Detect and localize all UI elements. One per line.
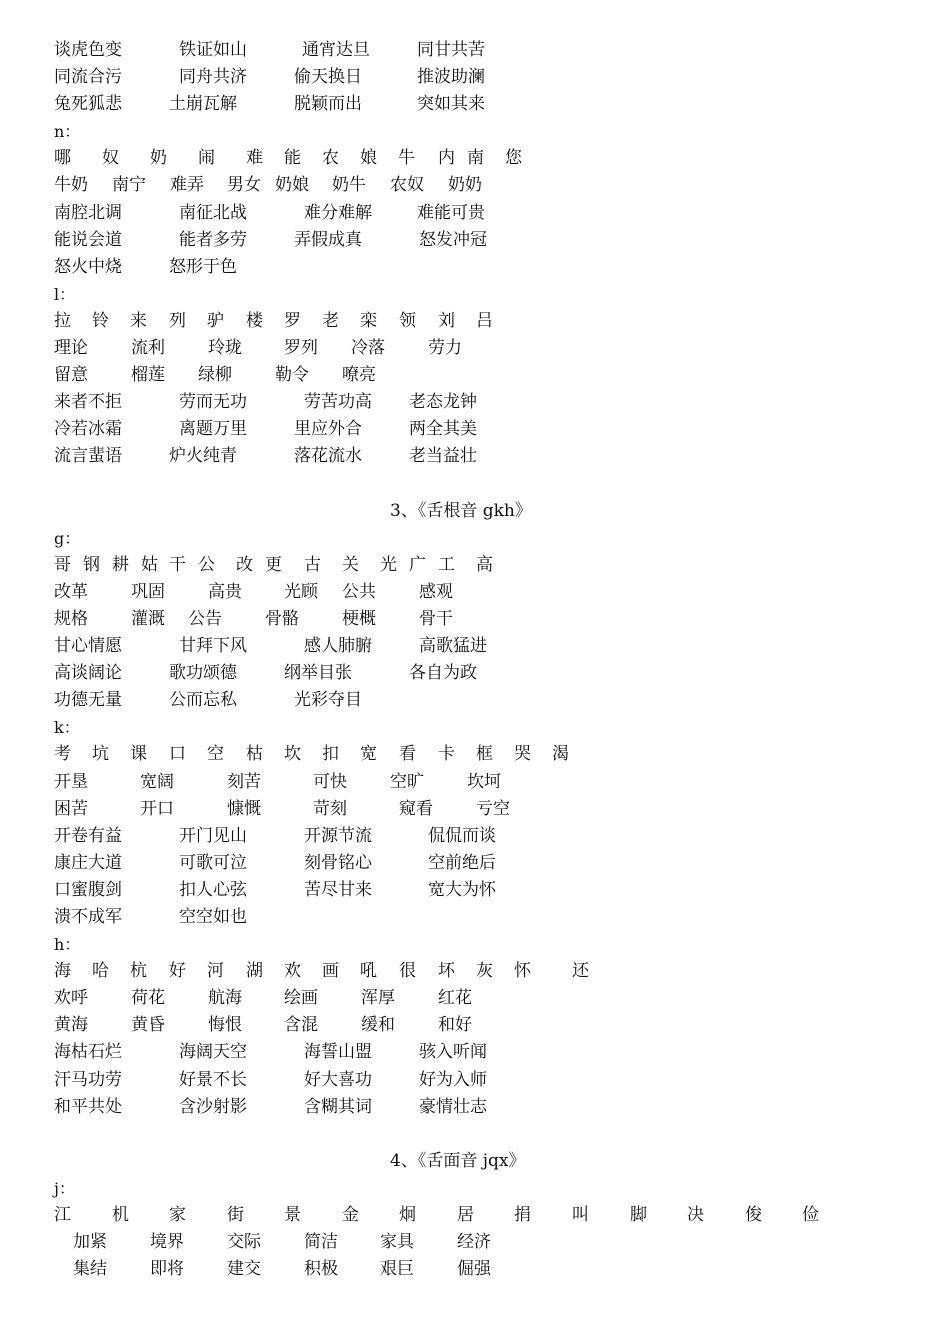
section-heading xyxy=(54,498,934,525)
word-cell: 劳力 xyxy=(428,338,462,359)
text-line xyxy=(54,850,934,877)
word-cell: 骨骼 xyxy=(265,608,299,629)
text-line xyxy=(54,877,934,904)
word-cell: 浑厚 xyxy=(361,988,395,1009)
word-cell: 里应外合 xyxy=(294,419,362,440)
word-cell: 南宁 xyxy=(112,175,146,196)
word-cell: 康庄大道 xyxy=(54,852,122,873)
word-cell: 刻骨铭心 xyxy=(304,852,372,873)
word-cell: 可歌可泣 xyxy=(179,852,247,873)
word-cell: 黄昏 xyxy=(131,1015,165,1036)
word-cell: 偷天换日 xyxy=(294,67,362,88)
word-cell: 高 xyxy=(476,554,493,575)
word-cell: 能者多劳 xyxy=(179,229,247,250)
word-cell: 欢呼 xyxy=(54,988,88,1009)
section-heading-text: 3、《舌根音 gkh》 xyxy=(390,500,532,521)
word-cell: 卡 xyxy=(438,744,455,765)
word-cell: 南征北战 xyxy=(179,202,247,223)
word-cell: 公 xyxy=(198,554,215,575)
word-cell: 扣人心弦 xyxy=(179,879,247,900)
word-cell: 海 xyxy=(54,961,71,982)
word-cell: 课 xyxy=(130,744,147,765)
word-cell: 通宵达旦 xyxy=(302,40,370,60)
word-cell: 光顾 xyxy=(284,581,318,602)
word-cell: 能说会道 xyxy=(54,229,122,250)
word-cell: 考 xyxy=(54,744,71,765)
text-line xyxy=(54,362,934,389)
word-cell: 空旷 xyxy=(390,771,424,792)
word-cell: 内 xyxy=(438,148,455,169)
word-cell: 绘画 xyxy=(284,988,318,1009)
word-cell: 好大喜功 xyxy=(304,1069,372,1090)
word-cell: 含沙射影 xyxy=(179,1096,247,1117)
text-line xyxy=(54,769,934,796)
word-cell: 农 xyxy=(322,148,339,169)
word-cell: 高歌猛进 xyxy=(419,636,487,657)
word-cell: 渴 xyxy=(552,744,569,765)
word-cell: 巩固 xyxy=(131,581,165,602)
section-heading xyxy=(54,1148,934,1175)
word-cell: 灰 xyxy=(476,961,493,982)
word-cell: 铁证如山 xyxy=(179,40,247,60)
word-cell: 开源节流 xyxy=(304,825,372,846)
word-cell: 拉 xyxy=(54,310,71,331)
word-cell: 开门见山 xyxy=(179,825,247,846)
word-cell: 空 xyxy=(207,744,224,765)
blank-line xyxy=(54,471,934,498)
word-cell: 楼 xyxy=(246,310,263,331)
word-cell: 南 xyxy=(467,148,484,169)
word-cell: 劳苦功高 xyxy=(304,392,372,413)
text-line xyxy=(54,606,934,633)
word-cell: 家具 xyxy=(380,1232,414,1253)
word-cell: 刻苦 xyxy=(227,771,261,792)
word-cell: 口 xyxy=(169,744,186,765)
word-cell: 哪 xyxy=(54,148,71,169)
text-line xyxy=(54,958,934,985)
text-line xyxy=(54,64,934,91)
word-cell: 坑 xyxy=(92,744,109,765)
word-cell: 劳而无功 xyxy=(179,392,247,413)
text-line xyxy=(54,172,934,199)
word-cell: 铃 xyxy=(92,310,109,331)
word-cell: 和平共处 xyxy=(54,1096,122,1117)
text-line xyxy=(54,1012,934,1039)
text-line xyxy=(54,660,934,687)
word-cell: 艰巨 xyxy=(380,1259,414,1280)
word-cell: 经济 xyxy=(457,1232,491,1253)
word-cell: 怀 xyxy=(514,961,531,982)
text-line xyxy=(54,1202,934,1229)
word-cell: 坎坷 xyxy=(467,771,501,792)
word-cell: 弄假成真 xyxy=(294,229,362,250)
word-cell: 空空如也 xyxy=(179,907,247,927)
word-cell: 红花 xyxy=(438,988,472,1009)
word-cell: 和好 xyxy=(438,1015,472,1036)
word-cell: 娘 xyxy=(360,148,377,169)
word-cell: 空前绝后 xyxy=(428,852,496,873)
text-line xyxy=(54,633,934,660)
word-cell: 开垦 xyxy=(54,771,88,792)
word-cell: 您 xyxy=(505,148,522,169)
word-cell: 含糊其词 xyxy=(304,1096,372,1117)
word-cell: 榴莲 xyxy=(131,365,165,386)
word-cell: 来者不拒 xyxy=(54,392,122,413)
word-cell: 炯 xyxy=(399,1205,416,1226)
text-line xyxy=(54,552,934,579)
word-cell: 玲珑 xyxy=(208,338,242,359)
word-cell: 高贵 xyxy=(208,581,242,602)
word-cell: 纲举目张 xyxy=(284,663,352,684)
section-heading-text: 4、《舌面音 jqx》 xyxy=(390,1150,526,1171)
word-cell: 豪情壮志 xyxy=(419,1096,487,1117)
word-cell: 闹 xyxy=(198,148,215,169)
word-cell: 突如其来 xyxy=(417,94,485,115)
word-cell: 怒发冲冠 xyxy=(419,229,487,250)
word-cell: 枯 xyxy=(246,744,263,765)
word-cell: 看 xyxy=(399,744,416,765)
document-page xyxy=(54,37,934,1283)
word-cell: 谈虎色变 xyxy=(54,40,122,60)
word-cell: 干 xyxy=(169,554,186,575)
word-cell: 老 xyxy=(322,310,339,331)
word-cell: 同流合污 xyxy=(54,67,122,88)
word-cell: 奶牛 xyxy=(332,175,366,196)
word-cell: 领 xyxy=(399,310,416,331)
word-cell: 奶奶 xyxy=(448,175,482,196)
word-cell: 倔强 xyxy=(457,1259,491,1280)
word-cell: 哥 xyxy=(54,554,71,575)
word-cell: 灌溉 xyxy=(131,608,165,629)
word-cell: 两全其美 xyxy=(409,419,477,440)
word-cell: 框 xyxy=(476,744,493,765)
word-cell: 境界 xyxy=(150,1232,184,1253)
text-line xyxy=(54,37,934,64)
word-cell: 吼 xyxy=(360,961,377,982)
word-cell: 俊 xyxy=(745,1205,762,1226)
word-cell: 荷花 xyxy=(131,988,165,1009)
word-cell: 同甘共苦 xyxy=(417,40,485,60)
word-cell: 高谈阔论 xyxy=(54,663,122,684)
word-cell: 好 xyxy=(169,961,186,982)
word-cell: 奶娘 xyxy=(275,175,309,196)
word-cell: 奶 xyxy=(150,148,167,169)
blank-line xyxy=(54,1121,934,1148)
text-line xyxy=(54,796,934,823)
word-cell: 姑 xyxy=(141,554,158,575)
word-cell: 嘹亮 xyxy=(342,365,376,386)
word-cell: 开卷有益 xyxy=(54,825,122,846)
word-cell: 改 xyxy=(236,554,253,575)
text-line xyxy=(54,904,934,931)
word-cell: 驴 xyxy=(207,310,224,331)
word-cell: 甘拜下风 xyxy=(179,636,247,657)
text-line xyxy=(54,254,934,281)
text-line xyxy=(54,579,934,606)
word-cell: 好景不长 xyxy=(179,1069,247,1090)
word-cell: 牛 xyxy=(398,148,415,169)
text-line xyxy=(54,741,934,768)
word-cell: 脱颖而出 xyxy=(294,94,362,115)
word-cell: 广 xyxy=(409,554,426,575)
section-label: n： xyxy=(54,122,81,142)
word-cell: 困苦 xyxy=(54,798,88,819)
word-cell: 窥看 xyxy=(399,798,433,819)
word-cell: 亏空 xyxy=(476,798,510,819)
word-cell: 捐 xyxy=(514,1205,531,1226)
section-label: h： xyxy=(54,935,81,955)
section-label: k： xyxy=(54,718,80,738)
word-cell: 骇入听闻 xyxy=(419,1042,487,1063)
text-line xyxy=(54,1067,934,1094)
word-cell: 海枯石烂 xyxy=(54,1042,122,1063)
word-cell: 冷若冰霜 xyxy=(54,419,122,440)
word-cell: 难弄 xyxy=(170,175,204,196)
word-cell: 绿柳 xyxy=(198,365,232,386)
text-line xyxy=(54,91,934,118)
word-cell: 推波助澜 xyxy=(417,67,485,88)
word-cell: 工 xyxy=(438,554,455,575)
word-cell: 交际 xyxy=(227,1232,261,1253)
word-cell: 列 xyxy=(169,310,186,331)
text-line xyxy=(54,1039,934,1066)
word-cell: 难 xyxy=(246,148,263,169)
word-cell: 决 xyxy=(687,1205,704,1226)
word-cell: 感观 xyxy=(419,581,453,602)
word-cell: 男女 xyxy=(227,175,261,196)
word-cell: 同舟共济 xyxy=(179,67,247,88)
word-cell: 江 xyxy=(54,1205,71,1226)
word-cell: 规格 xyxy=(54,608,88,629)
word-cell: 加紧 xyxy=(73,1232,107,1253)
word-cell: 理论 xyxy=(54,338,88,359)
word-cell: 欢 xyxy=(284,961,301,982)
word-cell: 汗马功劳 xyxy=(54,1069,122,1090)
word-cell: 杭 xyxy=(130,961,147,982)
word-cell: 苦尽甘来 xyxy=(304,879,372,900)
word-cell: 各自为政 xyxy=(409,663,477,684)
word-cell: 歌功颂德 xyxy=(169,663,237,684)
word-cell: 家 xyxy=(169,1205,186,1226)
word-cell: 落花流水 xyxy=(294,446,362,467)
text-line xyxy=(54,1229,934,1256)
word-cell: 海誓山盟 xyxy=(304,1042,372,1063)
word-cell: 景 xyxy=(284,1205,301,1226)
word-cell: 勒令 xyxy=(275,365,309,386)
word-cell: 航海 xyxy=(208,988,242,1009)
text-line xyxy=(54,200,934,227)
word-cell: 更 xyxy=(265,554,282,575)
word-cell: 难分难解 xyxy=(304,202,372,223)
word-cell: 宽大为怀 xyxy=(428,879,496,900)
word-cell: 怒火中烧 xyxy=(54,256,122,277)
section-label: g： xyxy=(54,528,81,548)
word-cell: 建交 xyxy=(227,1259,261,1280)
word-cell: 可快 xyxy=(313,771,347,792)
word-cell: 关 xyxy=(342,554,359,575)
text-line xyxy=(54,443,934,470)
word-cell: 湖 xyxy=(246,961,263,982)
word-cell: 很 xyxy=(399,961,416,982)
word-cell: 罗 xyxy=(284,310,301,331)
word-cell: 积极 xyxy=(304,1259,338,1280)
word-cell: 哈 xyxy=(92,961,109,982)
word-cell: 居 xyxy=(457,1205,474,1226)
word-cell: 留意 xyxy=(54,365,88,386)
word-cell: 怒形于色 xyxy=(169,256,237,277)
word-cell: 牛奶 xyxy=(54,175,88,196)
word-cell: 功德无量 xyxy=(54,690,122,711)
word-cell: 古 xyxy=(304,554,321,575)
word-cell: 光 xyxy=(380,554,397,575)
word-cell: 宽 xyxy=(360,744,377,765)
word-cell: 奴 xyxy=(102,148,119,169)
word-cell: 甘心情愿 xyxy=(54,636,122,657)
word-cell: 流言蜚语 xyxy=(54,446,122,467)
word-cell: 感人肺腑 xyxy=(304,636,372,657)
word-cell: 农奴 xyxy=(390,175,424,196)
word-cell: 扣 xyxy=(322,744,339,765)
word-cell: 老态龙钟 xyxy=(409,392,477,413)
word-cell: 侃侃而谈 xyxy=(428,825,496,846)
word-cell: 简洁 xyxy=(304,1232,338,1253)
word-cell: 金 xyxy=(342,1205,359,1226)
word-cell: 好为入师 xyxy=(419,1069,487,1090)
word-cell: 脚 xyxy=(630,1205,647,1226)
word-cell: 刘 xyxy=(438,310,455,331)
section-label: j： xyxy=(54,1178,75,1198)
word-cell: 公告 xyxy=(188,608,222,629)
word-cell: 苛刻 xyxy=(313,798,347,819)
word-cell: 含混 xyxy=(284,1015,318,1036)
word-cell: 还 xyxy=(572,961,589,982)
word-cell: 栾 xyxy=(360,310,377,331)
word-cell: 开口 xyxy=(140,798,174,819)
text-line xyxy=(54,687,934,714)
word-cell: 海阔天空 xyxy=(179,1042,247,1063)
word-cell: 缓和 xyxy=(361,1015,395,1036)
word-cell: 土崩瓦解 xyxy=(169,94,237,115)
word-cell: 梗概 xyxy=(342,608,376,629)
text-line xyxy=(54,985,934,1012)
word-cell: 哭 xyxy=(514,744,531,765)
word-cell: 悔恨 xyxy=(208,1015,242,1036)
word-cell: 能 xyxy=(284,148,301,169)
word-cell: 街 xyxy=(227,1205,244,1226)
word-cell: 光彩夺目 xyxy=(294,690,362,711)
word-cell: 溃不成军 xyxy=(54,907,122,927)
word-cell: 冷落 xyxy=(351,338,385,359)
word-cell: 老当益壮 xyxy=(409,446,477,467)
text-line xyxy=(54,1094,934,1121)
text-line xyxy=(54,389,934,416)
word-cell: 骨干 xyxy=(419,608,453,629)
word-cell: 坎 xyxy=(284,744,301,765)
word-cell: 河 xyxy=(207,961,224,982)
word-cell: 慷慨 xyxy=(227,798,261,819)
text-line xyxy=(54,416,934,443)
word-cell: 改革 xyxy=(54,581,88,602)
text-line xyxy=(54,308,934,335)
word-cell: 南腔北调 xyxy=(54,202,122,223)
word-cell: 即将 xyxy=(150,1259,184,1280)
word-cell: 机 xyxy=(112,1205,129,1226)
word-cell: 兔死狐悲 xyxy=(54,94,122,115)
word-cell: 钢 xyxy=(83,554,100,575)
text-line xyxy=(54,145,934,172)
word-cell: 离题万里 xyxy=(179,419,247,440)
word-cell: 公而忘私 xyxy=(169,690,237,711)
word-cell: 炉火纯青 xyxy=(169,446,237,467)
word-cell: 吕 xyxy=(476,310,493,331)
text-line xyxy=(54,335,934,362)
word-cell: 口蜜腹剑 xyxy=(54,879,122,900)
word-cell: 来 xyxy=(130,310,147,331)
word-cell: 坏 xyxy=(438,961,455,982)
word-cell: 罗列 xyxy=(284,338,318,359)
word-cell: 流利 xyxy=(131,338,165,359)
word-cell: 公共 xyxy=(342,581,376,602)
text-line xyxy=(54,823,934,850)
word-cell: 画 xyxy=(322,961,339,982)
word-cell: 俭 xyxy=(802,1205,819,1226)
text-line xyxy=(54,227,934,254)
word-cell: 耕 xyxy=(112,554,129,575)
text-line xyxy=(54,1256,934,1283)
section-label: l： xyxy=(54,284,76,304)
word-cell: 黄海 xyxy=(54,1015,88,1036)
word-cell: 宽阔 xyxy=(140,771,174,792)
word-cell: 叫 xyxy=(572,1205,589,1226)
word-cell: 难能可贵 xyxy=(417,202,485,223)
word-cell: 集结 xyxy=(73,1259,107,1280)
